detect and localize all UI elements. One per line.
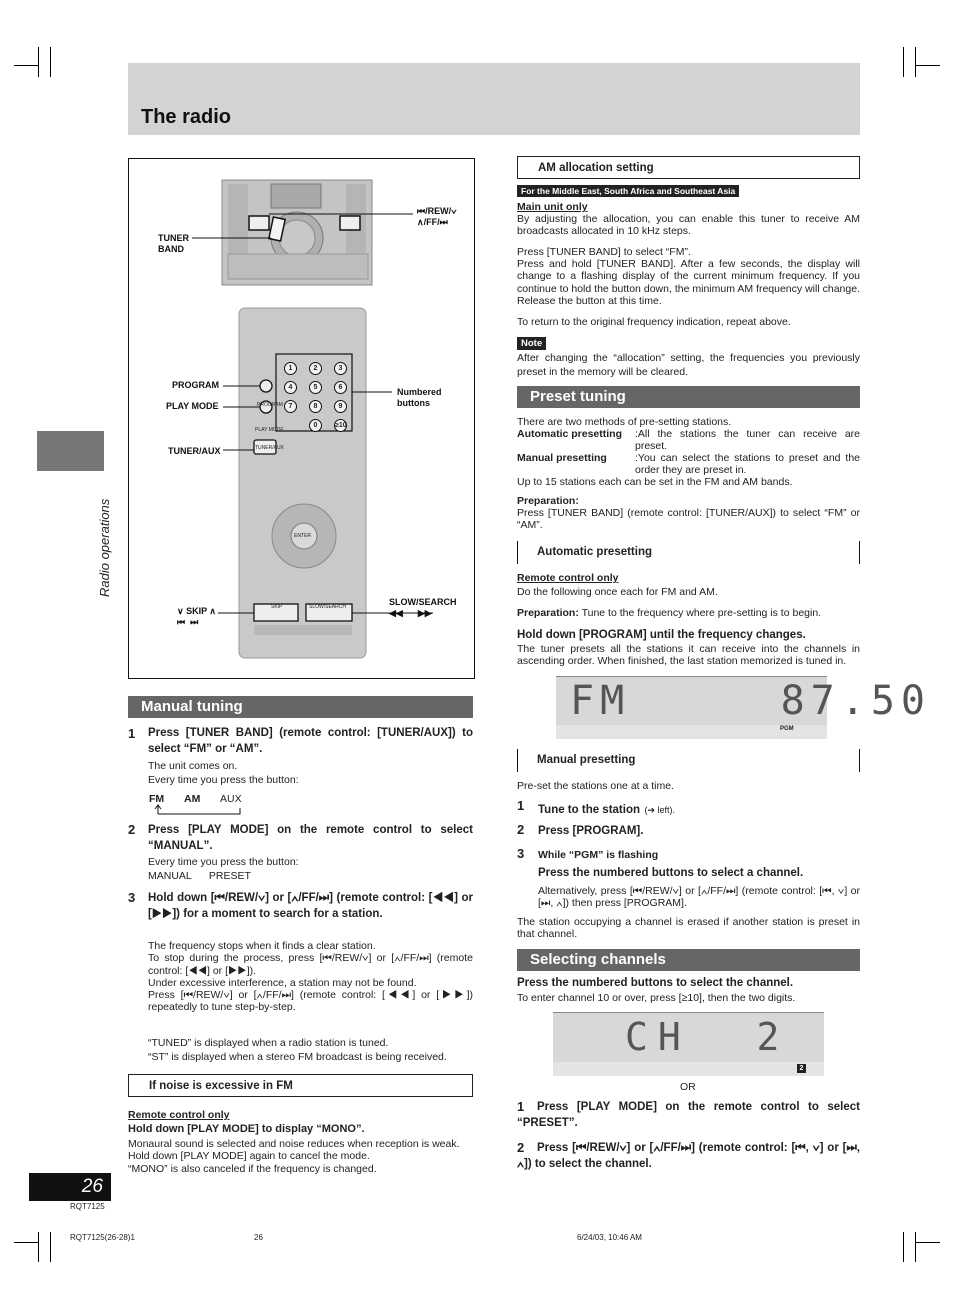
preset-limit: Up to 15 stations each can be set in the FM and AM bands.: [517, 476, 793, 488]
noise-box: If noise is excessive in FM: [128, 1074, 473, 1097]
model-code: RQT7125: [70, 1202, 105, 1211]
select-ten: To enter channel 10 or over, press [≥10], then the two digits.: [517, 992, 796, 1004]
hold-head: Hold down [PROGRAM] until the frequency changes.: [517, 629, 806, 641]
section-tab: [37, 431, 104, 471]
numbered-button-5: 5: [309, 381, 322, 394]
numbered-button-6: 6: [334, 381, 347, 394]
am-p2b: Press and hold [TUNER BAND]. After a few seconds, the display will change to a flashing display of the current minimum frequency. If you continue to hold the button down, the minimum AM frequency will change. Release the button at this time.: [517, 258, 860, 307]
select-step1: Press [PLAY MODE] on the remote control to select “PRESET”.: [517, 1101, 860, 1129]
page-title: The radio: [141, 106, 232, 128]
note-line: Hold down [PLAY MODE] again to cancel the mode.: [128, 1150, 370, 1163]
step-number: 2: [517, 1140, 525, 1155]
bracket-right: [859, 541, 860, 564]
crop-mark: [50, 1232, 51, 1262]
step-number: 3: [517, 846, 525, 861]
remote-only-2: Remote control only: [517, 572, 619, 584]
am-p2a: Press [TUNER BAND] to select “FM”.: [517, 246, 691, 258]
step-number: 1: [517, 1099, 525, 1114]
preset-step2: Press [PROGRAM].: [538, 825, 644, 837]
step-note: Every time you press the button:: [148, 856, 299, 868]
step-number: 2: [128, 822, 136, 837]
step3-notes: [148, 940, 473, 1014]
am-p3: To return to the original frequency indication, repeat above.: [517, 316, 791, 328]
mono-head: Hold down [PLAY MODE] to display “MONO”.: [128, 1123, 365, 1135]
one-at-a-time: Pre-set the stations one at a time.: [517, 780, 674, 792]
once-text: Do the following once each for FM and AM.: [517, 586, 718, 598]
footer-right: 6/24/03, 10:46 AM: [577, 1233, 642, 1242]
remote-tuneraux-label: TUNER/AUX: [255, 445, 284, 451]
bracket-left: [517, 749, 518, 772]
lcd-display-fm: [556, 676, 931, 727]
step-note: Every time you press the button:: [148, 774, 299, 786]
remote-skip-label: SKIP: [271, 604, 283, 610]
tuned-note: “TUNED” is displayed when a radio station is tuned.: [148, 1037, 389, 1049]
prep-text: Press [TUNER BAND] (remote control: [TUNER/AUX]) to select “FM” or “AM”.: [517, 507, 860, 532]
cycle-arrow: [154, 804, 246, 816]
manual-step1: Press [TUNER BAND] (remote control: [TUNER/AUX]) to select “FM” or “AM”.: [148, 727, 473, 755]
label-program: PROGRAM: [172, 380, 219, 390]
remote-playmode-label: PLAY MODE: [255, 427, 284, 433]
seq-am: AM: [184, 793, 201, 805]
label-rew-ff: ⏮/REW/∨ ∧/FF/⏭: [417, 206, 457, 227]
footer-left: RQT7125(26-28)1: [70, 1233, 135, 1242]
preset-step3: While “PGM” is flashing: [538, 849, 659, 861]
prep-head: Preparation:: [517, 495, 579, 507]
label-play-mode: PLAY MODE: [166, 401, 219, 411]
numbered-button-4: 4: [284, 381, 297, 394]
note-line: Monaural sound is selected and noise reduces when reception is weak.: [128, 1138, 460, 1150]
header-band: [128, 63, 860, 135]
mono-notes: [128, 1138, 473, 1175]
note-line: Under excessive interference, a station may not be found.: [148, 976, 417, 989]
step-number: 2: [517, 822, 525, 837]
seq-manual-preset: MANUAL PRESET: [148, 870, 251, 882]
erase-text: The station occupying a channel is erased if another station is preset in that channel.: [517, 916, 860, 941]
hold-text: The tuner presets all the stations it can receive into the channels in ascending order. When finished, the last station memorized is tuned in.: [517, 643, 860, 668]
step-number: 1: [517, 798, 525, 813]
remote-enter-label: ENTER: [294, 533, 311, 539]
st-note: “ST” is displayed when a stereo FM broadcast is being received.: [148, 1051, 447, 1063]
numbered-button-11: ≥10: [334, 419, 347, 432]
crop-mark: [915, 65, 940, 66]
note-tag: Note: [517, 337, 546, 350]
or-text: OR: [680, 1081, 696, 1093]
step-number: 3: [128, 890, 136, 905]
crop-mark: [38, 1232, 39, 1262]
numbered-button-1: 1: [284, 362, 297, 375]
crop-mark: [14, 1242, 39, 1243]
crop-mark: [915, 1242, 940, 1243]
lcd-display-ch: [553, 1012, 824, 1064]
channel-badge: 2: [797, 1064, 806, 1073]
lcd-fm-text: FM 87.50: [570, 678, 931, 724]
label-tuner-band: TUNER BAND: [158, 233, 189, 254]
lcd-ch-text: CH 2: [625, 1015, 790, 1059]
crop-mark: [915, 1232, 916, 1262]
auto-box: Automatic presetting: [537, 546, 653, 558]
numbered-button-7: 7: [284, 400, 297, 413]
side-label: Radio operations: [97, 498, 112, 597]
remote-only: Remote control only: [128, 1109, 230, 1121]
preset-step3b: Press the numbered buttons to select a channel.: [538, 867, 804, 879]
numbered-button-10: 0: [309, 419, 322, 432]
am-note: After changing the “allocation” setting, the frequencies you previously preset in the memory will be cleared.: [517, 352, 860, 378]
region-tag: For the Middle East, South Africa and Southeast Asia: [517, 185, 739, 197]
manual-step3: Hold down [⏮/REW/∨] or [∧/FF/⏭] (remote control: [◀◀] or [▶▶]) for a moment to search for a station.: [148, 892, 473, 920]
footer-center: 26: [254, 1233, 263, 1242]
numbered-button-3: 3: [334, 362, 347, 375]
preset-step3c: Alternatively, press [⏮/REW/∨] or [∧/FF/⏭] (remote control: [⏮, ∨] or [⏭, ∧]) then press [PROGRAM].: [538, 885, 860, 910]
crop-mark: [903, 1232, 904, 1262]
prep2: [517, 607, 821, 619]
man-term: Manual presetting: [517, 452, 607, 464]
seq-aux: AUX: [220, 793, 242, 805]
note-line: “MONO” is also canceled if the frequency is changed.: [128, 1162, 377, 1175]
seq-fm: FM: [149, 793, 165, 805]
numbered-button-9: 9: [334, 400, 347, 413]
step-number: 1: [128, 726, 136, 741]
prep2-head: Preparation:: [517, 607, 579, 619]
label-skip: ∨ SKIP ∧ ⏮ ⏭: [177, 606, 217, 627]
preset-step1: [538, 800, 675, 819]
manual-box: Manual presetting: [537, 754, 636, 766]
crop-mark: [903, 47, 904, 77]
prep2-text: Tune to the frequency where pre-setting is to begin.: [578, 607, 822, 619]
heading-manual-tuning: Manual tuning: [128, 696, 473, 718]
heading-selecting-channels: Selecting channels: [517, 949, 860, 971]
step-note: The unit comes on.: [148, 760, 238, 772]
bracket-right: [859, 749, 860, 772]
numbered-button-8: 8: [309, 400, 322, 413]
auto-def: :All the stations the tuner can receive are preset.: [635, 428, 860, 453]
numbered-buttons-pad: [278, 360, 354, 432]
crop-mark: [14, 65, 39, 66]
crop-mark: [50, 47, 51, 77]
crop-mark: [915, 47, 916, 77]
label-tuner-aux: TUNER/AUX: [168, 446, 221, 456]
label-slow-search: SLOW/SEARCH ◀◀ ▶▶: [389, 597, 457, 618]
heading-preset-tuning: Preset tuning: [517, 386, 860, 408]
step-text: Tune to the station: [538, 804, 641, 816]
pgm-indicator: PGM: [780, 726, 794, 732]
preset-intro: There are two methods of pre-setting stations.: [517, 416, 732, 428]
crop-mark: [38, 47, 39, 77]
main-unit-only: Main unit only: [517, 201, 588, 213]
remote-program-label: PROGRAM: [257, 402, 283, 408]
remote-slowsearch-label: SLOW/SEARCH: [309, 604, 346, 610]
manual-step2: Press [PLAY MODE] on the remote control to select “MANUAL”.: [148, 824, 473, 852]
note-line: The frequency stops when it finds a clear station.: [148, 940, 376, 952]
man-def: :You can select the stations to preset and the order they are preset in.: [635, 452, 860, 477]
am-allocation-box: AM allocation setting: [517, 156, 860, 179]
label-numbered-buttons: Numbered buttons: [397, 387, 442, 408]
am-p1: By adjusting the allocation, you can enable this tuner to receive AM broadcasts allocated in 10 kHz steps.: [517, 213, 860, 238]
auto-term: Automatic presetting: [517, 428, 623, 440]
note-line: Press [⏮/REW/∨] or [∧/FF/⏭] (remote control: [◀◀] or [▶▶]) repeatedly to tune step-by-step.: [148, 989, 473, 1014]
bracket-left: [517, 541, 518, 564]
page-number: 26: [29, 1173, 111, 1201]
select-step2: Press [⏮/REW/∨] or [∧/FF/⏭] (remote control: [⏮, ∨] or [⏭, ∧]) to select the channel.: [517, 1142, 860, 1170]
step-ref: (➔ left).: [644, 805, 676, 815]
numbered-button-2: 2: [309, 362, 322, 375]
lcd-ch-footer: [553, 1062, 824, 1076]
note-line: To stop during the process, press [⏮/REW/∨] or [∧/FF/⏭] (remote control: [◀◀] or [▶▶]).: [148, 952, 473, 977]
select-press: Press the numbered buttons to select the channel.: [517, 977, 794, 989]
